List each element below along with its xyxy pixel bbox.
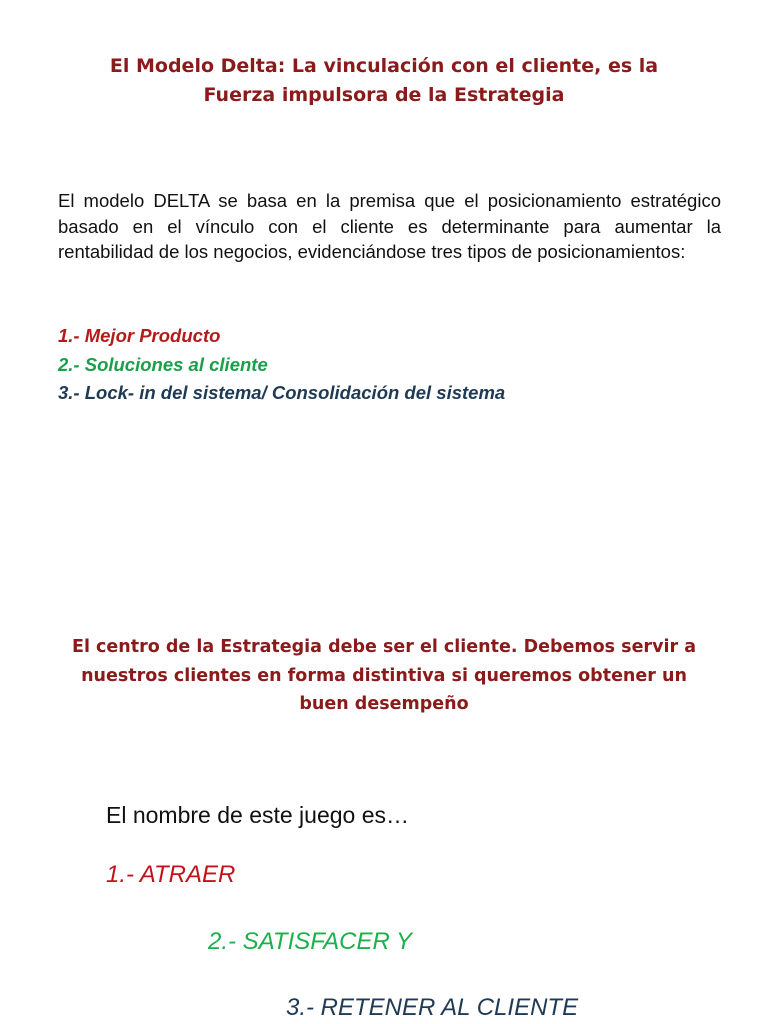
- positioning-item-2: 2.- Soluciones al cliente: [58, 353, 268, 375]
- game-step-1: 1.- ATRAER: [106, 861, 236, 888]
- intro-paragraph: El modelo DELTA se basa en la premisa que el posicionamiento estratégico basado en el vínculo con el cliente es determinante para aumentar la rentabilidad de los negocios, evidenciándose tres tipos de posicionamientos:: [58, 190, 721, 262]
- callout-line-1: El centro de la Estrategia debe ser el cliente. Debemos servir a: [71, 637, 697, 657]
- positioning-list: [58, 322, 505, 408]
- title-line-1: El Modelo Delta: La vinculación con el cliente, es la: [109, 55, 659, 77]
- strategy-callout: [40, 633, 728, 719]
- title-line-2: Fuerza impulsora de la Estrategia: [203, 84, 565, 106]
- page-title: [60, 52, 708, 110]
- game-step-2: 2.- SATISFACER Y: [208, 928, 413, 955]
- game-name-intro: El nombre de este juego es…: [106, 802, 410, 828]
- positioning-item-1: 1.- Mejor Producto: [58, 325, 221, 346]
- callout-line-3: buen desempeño: [299, 694, 469, 714]
- game-step-3: 3.- RETENER AL CLIENTE: [286, 994, 579, 1021]
- callout-line-2: nuestros clientes en forma distintiva si queremos obtener un: [81, 665, 687, 686]
- positioning-item-3: 3.- Lock- in del sistema/ Consolidación del sistema: [58, 382, 506, 403]
